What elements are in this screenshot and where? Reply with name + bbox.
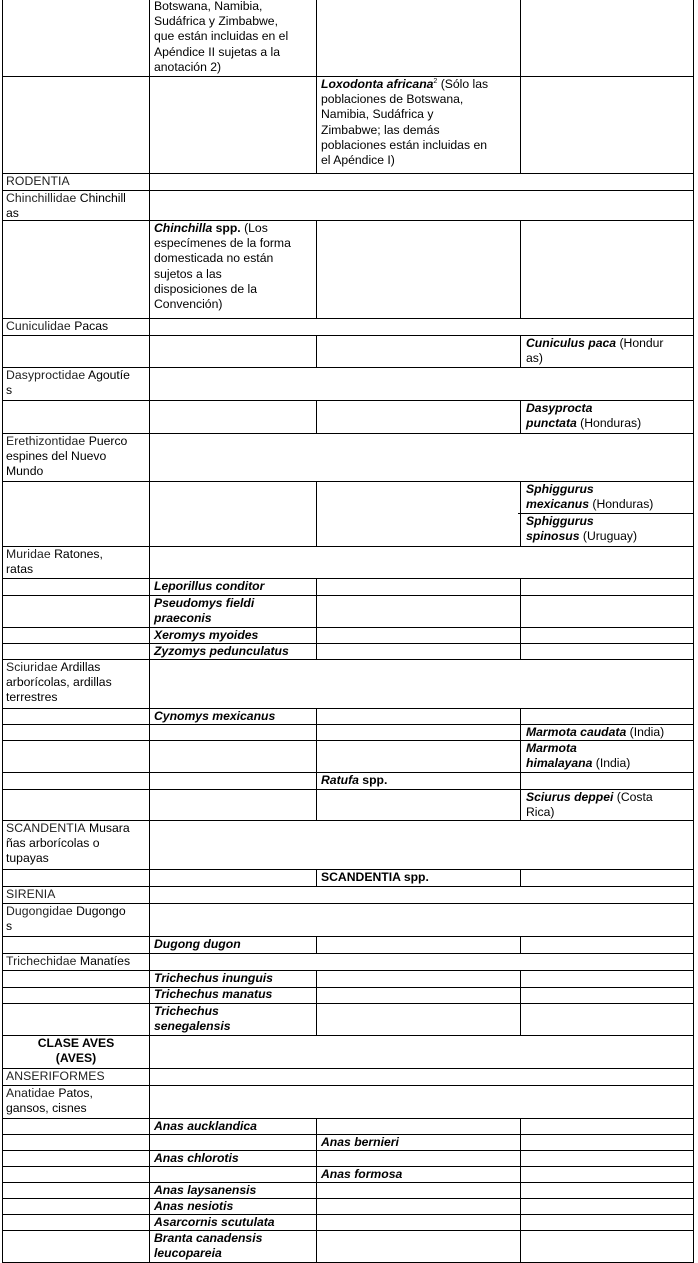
column-divider — [149, 173, 150, 220]
column-divider — [149, 820, 150, 869]
column-divider — [520, 1118, 521, 1263]
column-divider — [149, 546, 150, 578]
species-entry: Marmota himalayana (India) — [526, 741, 631, 771]
species-entry: Loxodonta africana$^2$ (Sólo las poblaciones de Botswana, Namibia, Sudáfrica y Zimbabwe; las demás poblaciones están incluidas en el Apéndice I) — [321, 77, 489, 168]
column-divider — [316, 0, 317, 173]
column-divider — [149, 400, 150, 433]
column-divider — [149, 433, 150, 481]
column-divider — [316, 1118, 317, 1263]
row-divider — [2, 1214, 694, 1215]
column-divider — [520, 970, 521, 1035]
family-heading: Dasyproctidae Agoutíe s — [6, 368, 130, 398]
species-entry: Pseudomys fieldi praeconis — [154, 596, 255, 626]
row-divider — [2, 595, 694, 596]
column-divider — [316, 970, 317, 1035]
row-divider — [2, 643, 694, 644]
species-entry: Zyzomys pedunculatus — [154, 644, 289, 658]
appendix-note: Botswana, Namibia, Sudáfrica y Zimbabwe, que están incluidas en el Apéndice II sujetas a la anotación 2) — [154, 0, 289, 74]
column-divider — [149, 335, 150, 367]
order-heading: ANSERIFORMES — [6, 1069, 105, 1083]
row-divider — [2, 708, 694, 709]
row-divider — [2, 578, 694, 579]
species-entry: Cynomys mexicanus — [154, 709, 276, 723]
column-divider — [316, 400, 317, 433]
column-divider — [149, 220, 150, 318]
order-heading: RODENTIA — [6, 174, 70, 188]
species-entry: Anas aucklandica — [154, 1119, 257, 1133]
order-heading: SIRENIA — [6, 887, 56, 901]
column-divider — [520, 936, 521, 953]
species-entry: Dugong dugon — [154, 937, 241, 951]
family-heading: Muridae Ratones, ratas — [6, 547, 103, 577]
species-entry: Anas laysanensis — [154, 1183, 257, 1197]
column-divider — [149, 0, 150, 173]
column-divider — [520, 869, 521, 886]
species-entry: Dasyprocta punctata (Honduras) — [526, 401, 642, 431]
row-divider — [2, 1003, 694, 1004]
species-entry: Trichechus inunguis — [154, 971, 273, 985]
species-entry: Cuniculus paca (Hondur as) — [526, 336, 664, 366]
row-divider — [2, 1230, 694, 1231]
row-divider — [2, 546, 694, 547]
row-divider — [2, 970, 694, 971]
column-divider — [149, 886, 150, 936]
species-entry: Anas formosa — [321, 1167, 403, 1181]
column-divider — [520, 0, 521, 173]
row-divider — [2, 173, 694, 174]
column-divider — [316, 335, 317, 367]
order-heading: SCANDENTIA Musara ñas arborícolas o tupayas — [6, 821, 130, 866]
column-divider — [520, 708, 521, 820]
species-entry: Anas nesiotis — [154, 1199, 234, 1213]
species-entry: Sphiggurus spinosus (Uruguay) — [526, 514, 638, 544]
column-divider — [149, 1035, 150, 1118]
column-divider — [520, 220, 521, 318]
column-divider — [316, 220, 317, 318]
species-entry: Trichechus senegalensis — [154, 1004, 231, 1034]
species-entry: Asarcornis scutulata — [154, 1215, 275, 1229]
row-divider — [2, 886, 694, 887]
row-divider — [2, 1085, 694, 1086]
column-divider — [149, 1118, 150, 1263]
species-entry: Marmota caudata (India) — [526, 725, 665, 739]
family-heading: Sciuridae Ardillas arborícolas, ardillas terrestres — [6, 660, 112, 705]
species-entry: Chinchilla spp. (Los especímenes de la forma domesticada no están sujetos a las disposiciones de la Convención) — [154, 221, 291, 312]
column-divider — [149, 659, 150, 708]
family-heading: Chinchillidae Chinchill as — [6, 191, 126, 221]
column-divider — [520, 481, 521, 546]
family-heading: Cuniculidae Pacas — [6, 319, 109, 333]
family-heading: Erethizontidae Puerco espines del Nuevo Mundo — [6, 434, 128, 479]
family-heading: Trichechidae Manatíes — [6, 954, 131, 968]
column-divider — [316, 578, 317, 659]
column-divider — [149, 970, 150, 1035]
species-entry: Ratufa spp. — [321, 773, 388, 787]
species-entry: Anas bernieri — [321, 1135, 399, 1149]
row-divider — [2, 987, 694, 988]
row-divider — [2, 1068, 694, 1069]
column-divider — [149, 708, 150, 820]
column-divider — [149, 869, 150, 886]
row-divider — [2, 1198, 694, 1199]
column-divider — [149, 318, 150, 335]
species-entry: Trichechus manatus — [154, 987, 273, 1001]
column-divider — [316, 936, 317, 953]
row-divider — [2, 1118, 694, 1119]
column-divider — [520, 578, 521, 659]
species-entry: Sciurus deppei (Costa Rica) — [526, 790, 653, 820]
column-divider — [520, 335, 521, 367]
species-entry: Branta canadensis leucopareia — [154, 1231, 263, 1261]
species-entry: Xeromys myoides — [154, 628, 259, 642]
species-entry: Anas chlorotis — [154, 1151, 239, 1165]
species-entry: Sphiggurus mexicanus (Honduras) — [526, 482, 654, 512]
column-divider — [149, 481, 150, 546]
column-divider — [316, 481, 317, 546]
family-heading: Dugongidae Dugongo s — [6, 904, 126, 934]
family-heading: Anatidae Patos, gansos, cisnes — [6, 1086, 93, 1116]
column-divider — [149, 367, 150, 400]
class-heading: CLASE AVES (AVES) — [37, 1036, 115, 1066]
column-divider — [520, 400, 521, 433]
column-divider — [149, 578, 150, 659]
species-entry: SCANDENTIA spp. — [321, 870, 429, 884]
column-divider — [316, 869, 317, 886]
row-divider — [2, 627, 694, 628]
column-divider — [149, 936, 150, 953]
species-entry: Leporillus conditor — [154, 579, 265, 593]
column-divider — [149, 953, 150, 970]
column-divider — [316, 708, 317, 820]
row-divider — [2, 936, 694, 937]
